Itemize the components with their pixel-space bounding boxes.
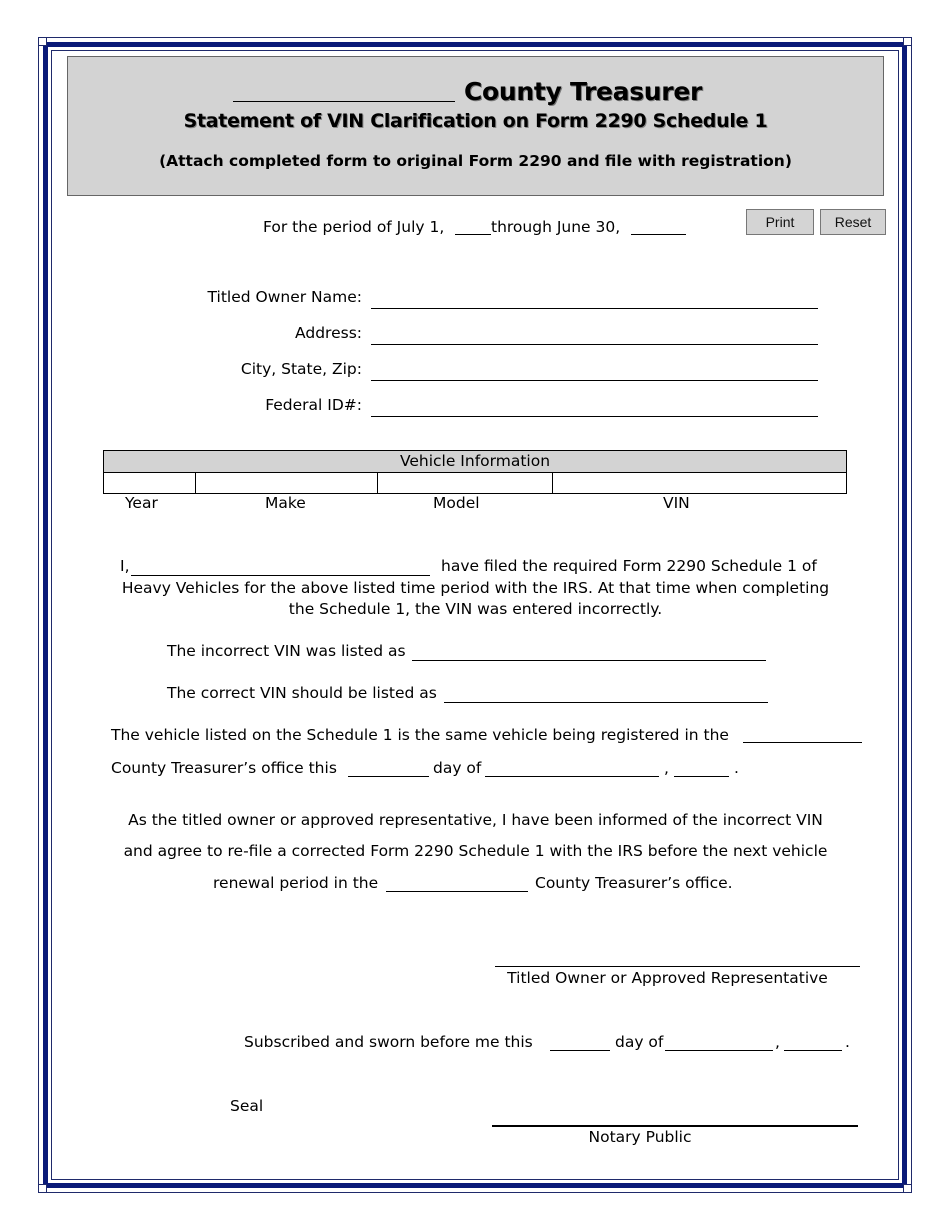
- form-instructions: (Attach completed form to original Form 2290 and file with registration): [159, 152, 792, 170]
- registration-comma: ,: [664, 759, 669, 777]
- statement-line3: the Schedule 1, the VIN was entered incorrectly.: [288, 600, 663, 618]
- federal-id-field[interactable]: [371, 416, 818, 417]
- reset-button[interactable]: Reset: [820, 209, 886, 235]
- sworn-comma: ,: [775, 1033, 780, 1051]
- sworn-label-a: Subscribed and sworn before me this: [244, 1033, 533, 1051]
- vehicle-make-cell[interactable]: [196, 473, 378, 493]
- registration-county-field[interactable]: [743, 742, 862, 743]
- column-label-model: Model: [433, 494, 480, 512]
- column-label-year: Year: [125, 494, 158, 512]
- declarant-name-field[interactable]: [131, 575, 430, 576]
- period-end-year-field[interactable]: [631, 234, 686, 235]
- statement-line1: have filed the required Form 2290 Schedule 1 of: [441, 557, 817, 575]
- period-start-year-field[interactable]: [455, 234, 491, 235]
- renewal-county-field[interactable]: [386, 891, 528, 892]
- address-label: Address:: [295, 324, 362, 342]
- vehicle-information-table: [103, 450, 847, 494]
- agreement-line3-b: County Treasurer’s office.: [535, 874, 733, 892]
- period-prefix: For the period of July 1,: [263, 218, 445, 236]
- agreement-line2: and agree to re-file a corrected Form 2290 Schedule 1 with the IRS before the next vehicle: [123, 842, 828, 860]
- vehicle-table-header: Vehicle Information: [104, 451, 846, 473]
- sworn-label-b: day of: [615, 1033, 664, 1051]
- notary-label: Notary Public: [588, 1128, 692, 1146]
- vehicle-model-cell[interactable]: [378, 473, 553, 493]
- form-subtitle: Statement of VIN Clarification on Form 2290 Schedule 1: [183, 110, 768, 132]
- registration-month-field[interactable]: [485, 776, 659, 777]
- registration-period: .: [734, 759, 739, 777]
- registration-year-field[interactable]: [674, 776, 729, 777]
- owner-name-field[interactable]: [371, 308, 818, 309]
- county-name-field[interactable]: [233, 101, 455, 102]
- statement-prefix: I,: [120, 557, 130, 575]
- address-field[interactable]: [371, 344, 818, 345]
- seal-label: Seal: [230, 1097, 264, 1115]
- notary-day-field[interactable]: [550, 1050, 610, 1051]
- incorrect-vin-label: The incorrect VIN was listed as: [167, 642, 406, 660]
- print-button[interactable]: Print: [746, 209, 814, 235]
- corner-ornament: [903, 1184, 912, 1193]
- corner-ornament: [903, 37, 912, 46]
- sworn-period: .: [845, 1033, 850, 1051]
- signature-label: Titled Owner or Approved Representative: [507, 969, 828, 987]
- column-label-vin: VIN: [663, 494, 690, 512]
- page-title: County Treasurer: [464, 77, 703, 106]
- correct-vin-label: The correct VIN should be listed as: [167, 684, 437, 702]
- agreement-line3-a: renewal period in the: [213, 874, 379, 892]
- vehicle-vin-cell[interactable]: [553, 473, 846, 493]
- notary-year-field[interactable]: [784, 1050, 842, 1051]
- registration-day-field[interactable]: [348, 776, 429, 777]
- vehicle-year-cell[interactable]: [104, 473, 196, 493]
- owner-signature-field[interactable]: [495, 966, 860, 967]
- city-state-zip-field[interactable]: [371, 380, 818, 381]
- correct-vin-field[interactable]: [444, 702, 768, 703]
- registration-line2-a: County Treasurer’s office this: [111, 759, 337, 777]
- federal-id-label: Federal ID#:: [265, 396, 362, 414]
- statement-line2: Heavy Vehicles for the above listed time period with the IRS. At that time when completing: [121, 579, 830, 597]
- corner-ornament: [38, 1184, 47, 1193]
- incorrect-vin-field[interactable]: [412, 660, 766, 661]
- owner-name-label: Titled Owner Name:: [207, 288, 362, 306]
- city-state-zip-label: City, State, Zip:: [240, 360, 362, 378]
- notary-signature-field[interactable]: [492, 1125, 858, 1127]
- column-label-make: Make: [265, 494, 306, 512]
- period-middle: through June 30,: [491, 218, 621, 236]
- registration-line1: The vehicle listed on the Schedule 1 is the same vehicle being registered in the: [111, 726, 729, 744]
- agreement-line1: As the titled owner or approved representative, I have been informed of the incorrect VIN: [128, 811, 823, 829]
- notary-month-field[interactable]: [665, 1050, 773, 1051]
- corner-ornament: [38, 37, 47, 46]
- registration-line2-b: day of: [433, 759, 482, 777]
